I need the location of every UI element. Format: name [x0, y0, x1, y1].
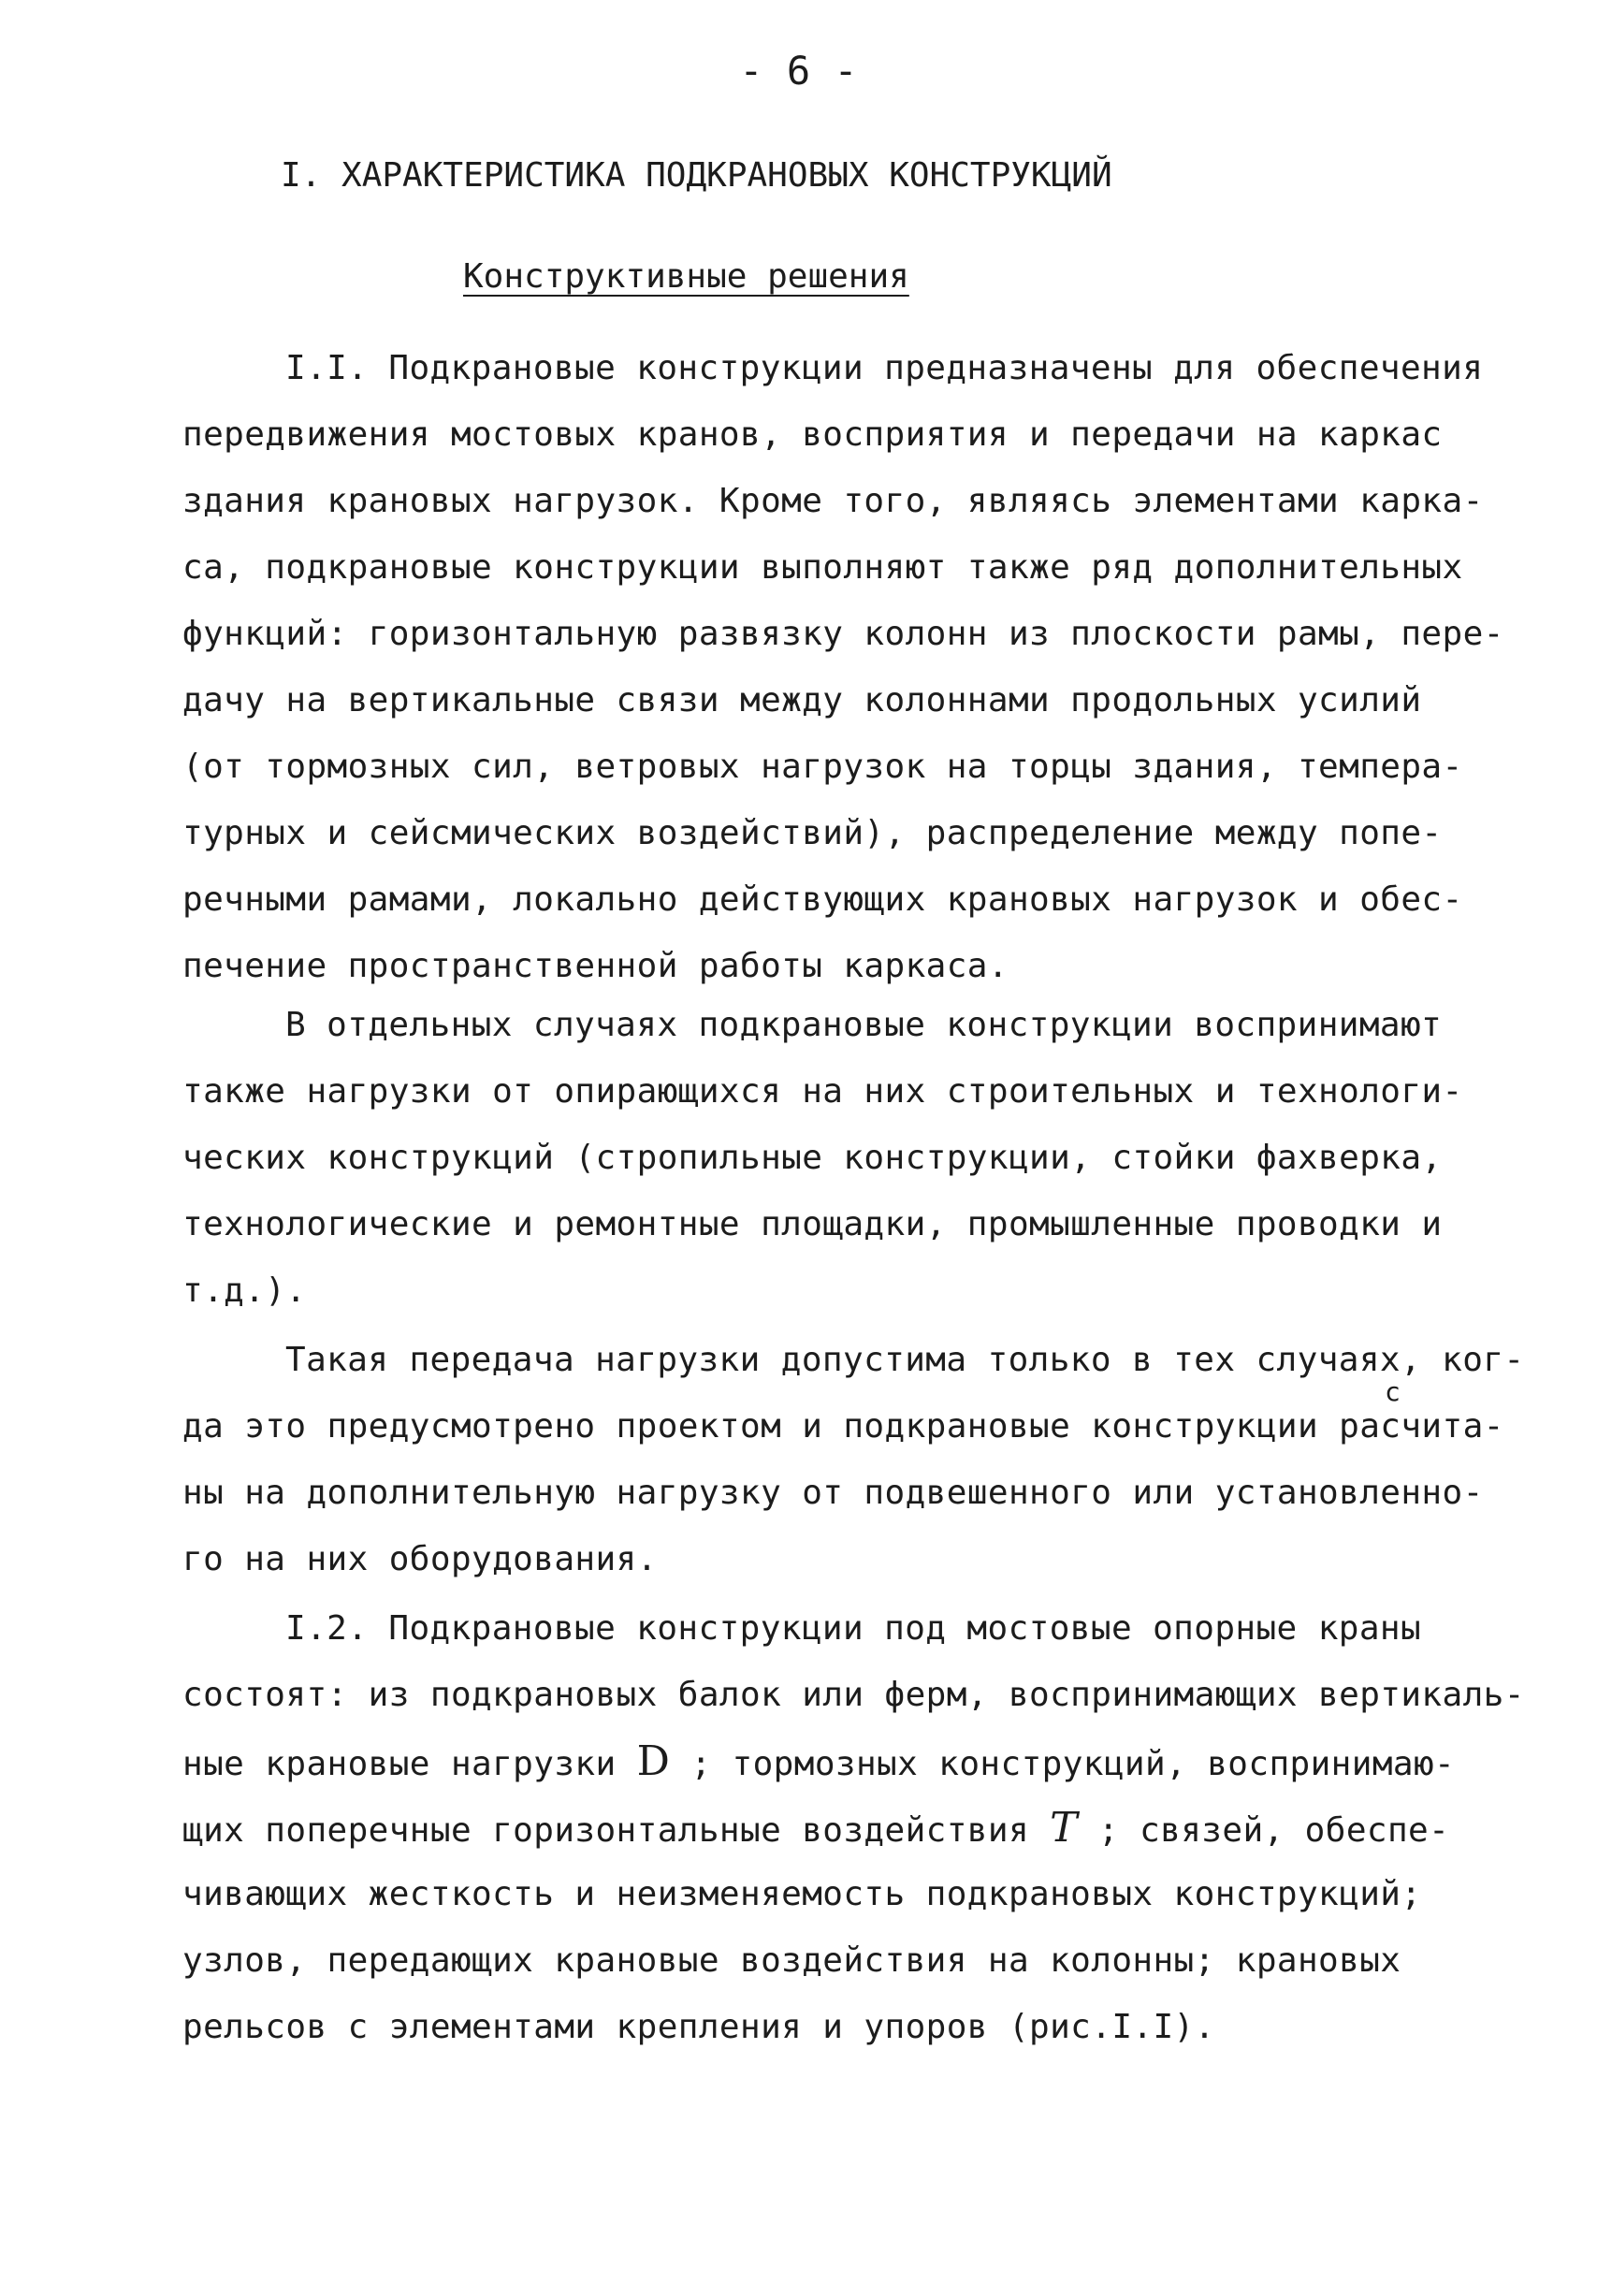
- paragraph-line: ческих конструкций (стропильные конструкции, стойки фахверка,: [182, 1139, 1443, 1177]
- paragraph-line: дачу на вертикальные связи между колоннами продольных усилий: [182, 681, 1422, 719]
- line-text: ; тормозных конструкций, воспринимаю-: [670, 1745, 1456, 1783]
- paragraph-line: печение пространственной работы каркаса.: [182, 947, 1009, 985]
- paragraph-line-with-symbol: [182, 1728, 1525, 1795]
- page-number: - 6 -: [739, 48, 858, 94]
- paragraph-line: узлов, передающих крановые воздействия на колонны; крановых: [182, 1941, 1401, 1980]
- paragraph-line: чивающих жесткость и неизменяемость подкрановых конструкций;: [182, 1875, 1422, 1913]
- line-text: ные крановые нагрузки: [182, 1745, 637, 1783]
- paragraph-line: здания крановых нагрузок. Кроме того, являясь элементами карка-: [182, 482, 1484, 520]
- line-text: щих поперечные горизонтальные воздействия: [182, 1811, 1051, 1850]
- paragraph-line: рельсов с элементами крепления и упоров (рис.I.I).: [182, 2008, 1215, 2046]
- paragraph-line: также нагрузки от опирающихся на них строительных и технологи-: [182, 1072, 1463, 1111]
- paragraph-line: передвижения мостовых кранов, восприятия и передачи на каркас: [182, 415, 1443, 454]
- paragraph-line: ны на дополнительную нагрузку от подвешенного или установленно-: [182, 1474, 1484, 1512]
- paragraph-line: I.2. Подкрановые конструкции под мостовые опорные краны: [285, 1609, 1422, 1648]
- paragraph-line-with-symbol: [182, 1795, 1525, 1861]
- line-text: ; связей, обеспе-: [1077, 1811, 1450, 1850]
- paragraph-line: т.д.).: [182, 1272, 307, 1310]
- paragraph-line: го на них оборудования.: [182, 1540, 658, 1578]
- paragraph-line: да это предусмотрено проектом и подкрановые конструкции расчита-: [182, 1407, 1504, 1446]
- paragraph-line: турных и сейсмических воздействий), распределение между попе-: [182, 814, 1443, 852]
- paragraph-line: са, подкрановые конструкции выполняют также ряд дополнительных: [182, 548, 1463, 587]
- section-title: I. ХАРАКТЕРИСТИКА ПОДКРАНОВЫХ КОНСТРУКЦИЙ: [281, 156, 1112, 195]
- paragraph-line: технологические и ремонтные площадки, промышленные проводки и: [182, 1205, 1443, 1243]
- symbol-t: T: [1050, 1804, 1078, 1852]
- paragraph-line: речными рамами, локально действующих крановых нагрузок и обес-: [182, 880, 1463, 919]
- paragraph-load-transfer: [182, 1327, 1524, 1592]
- subheading: Конструктивные решения: [463, 257, 909, 296]
- paragraph-line: (от тормозных сил, ветровых нагрузок на торцы здания, темпера-: [182, 748, 1463, 786]
- paragraph-special-cases: [182, 992, 1463, 1324]
- paragraph-line: состоят: из подкрановых балок или ферм, воспринимающих вертикаль-: [182, 1676, 1525, 1714]
- paragraph-line: В отдельных случаях подкрановые конструкции воспринимают: [285, 1006, 1443, 1044]
- paragraph-line: Такая передача нагрузки допустима только в тех случаях, ког-: [285, 1341, 1525, 1379]
- handwritten-correction-mark: с: [1385, 1376, 1401, 1407]
- symbol-d: D: [636, 1737, 671, 1785]
- paragraph-1-1: [182, 335, 1504, 999]
- paragraph-1-2: [182, 1595, 1525, 2060]
- paragraph-line: I.I. Подкрановые конструкции предназначены для обеспечения: [285, 349, 1484, 387]
- paragraph-line: функций: горизонтальную развязку колонн из плоскости рамы, пере-: [182, 615, 1504, 653]
